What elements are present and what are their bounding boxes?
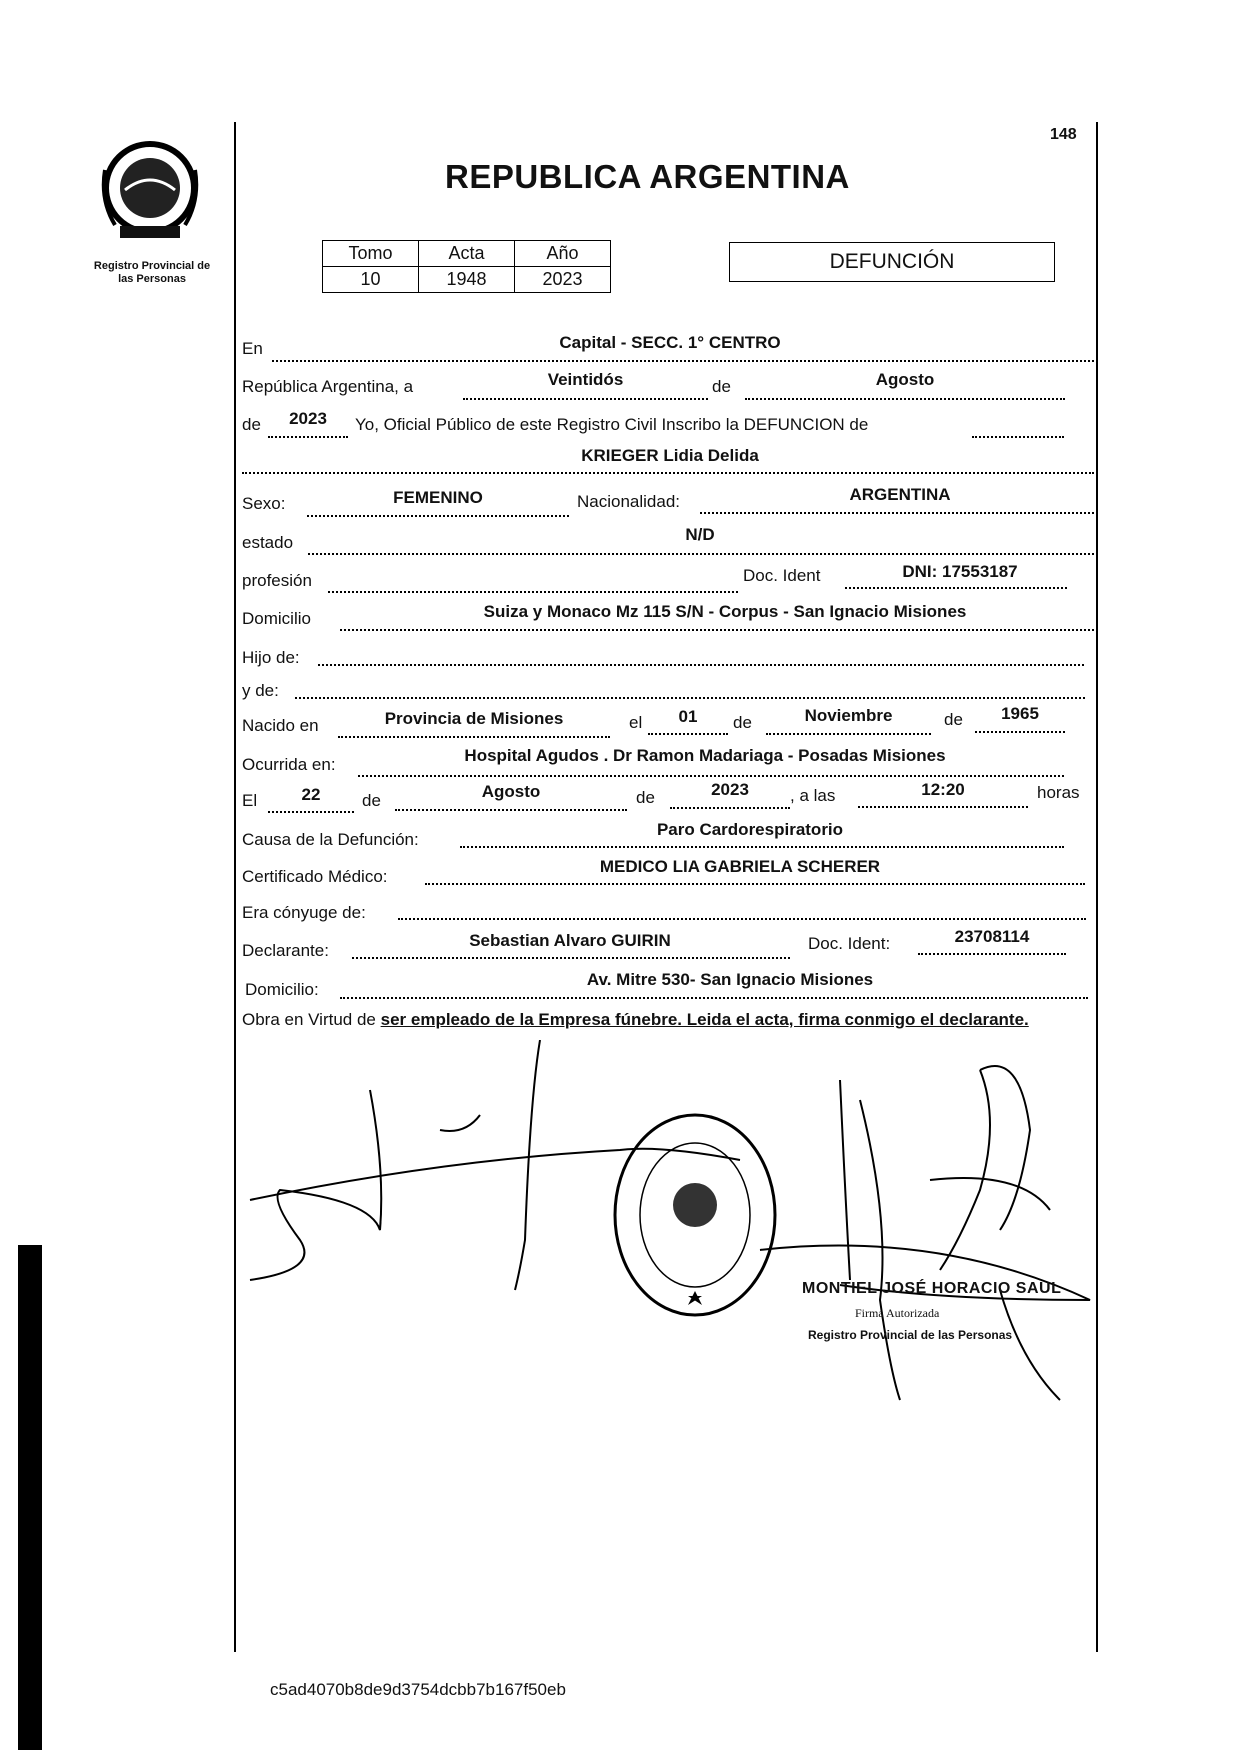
sexo-value: FEMENINO	[393, 488, 483, 507]
certificado-label: Certificado Médico:	[242, 867, 388, 886]
def-mes-line	[395, 809, 627, 811]
registry-stamp	[610, 1110, 780, 1320]
profesion-line	[328, 591, 738, 593]
anio-value: 2023	[515, 267, 611, 293]
nacido-line	[338, 736, 610, 738]
doc-label: Doc. Ident	[743, 566, 821, 585]
sexo-label: Sexo:	[242, 494, 286, 513]
def-mes-value: Agosto	[481, 782, 541, 801]
tomo-acta-anio-table	[322, 240, 611, 293]
nac-dia-value: 01	[678, 707, 698, 726]
obra-value: ser empleado de la Empresa fúnebre. Leida el acta, firma conmigo el declarante.	[380, 1010, 1029, 1029]
estado-label: estado	[242, 533, 294, 552]
republica-label: República Argentina, a	[242, 377, 414, 396]
declarante-value: Sebastian Alvaro GUIRIN	[469, 931, 671, 950]
ocurrida-label: Ocurrida en:	[242, 755, 336, 774]
mes-line	[745, 398, 1065, 400]
certificado-value: MEDICO LIA GABRIELA SCHERER	[599, 857, 881, 876]
domicilio-value: Suiza y Monaco Mz 115 S/N - Corpus - San Ignacio Misiones	[483, 602, 967, 621]
de-label: de	[712, 377, 731, 396]
acta-value: 1948	[419, 267, 515, 293]
alas-label: , a las	[790, 786, 836, 805]
yo-text: Yo, Oficial Público de este Registro Civil Inscribo la DEFUNCION de	[355, 415, 869, 434]
nombre-line	[242, 472, 1094, 474]
domicilio2-label: Domicilio:	[245, 980, 319, 999]
dia-line	[463, 398, 708, 400]
en-value: Capital - SECC. 1° CENTRO	[559, 333, 781, 352]
de2-label: de	[242, 415, 261, 434]
document-hash: c5ad4070b8de9d3754dcbb7b167f50eb	[270, 1680, 566, 1699]
el2-label: El	[242, 791, 258, 810]
el-label: el	[629, 713, 643, 732]
estado-value: N/D	[685, 525, 715, 544]
conyuge-line	[398, 918, 1086, 920]
registry-caption: Registro Provincial de las Personas	[93, 260, 211, 285]
nacionalidad-value: ARGENTINA	[849, 485, 951, 504]
doc-value: DNI: 17553187	[902, 562, 1018, 581]
nacido-value: Provincia de Misiones	[384, 709, 564, 728]
scan-edge-bar	[18, 1245, 42, 1750]
domicilio-line	[340, 629, 1094, 631]
domicilio-label: Domicilio	[242, 609, 311, 628]
yo-line	[972, 436, 1064, 438]
domicilio2-value: Av. Mitre 530- San Ignacio Misiones	[586, 970, 874, 989]
nacido-label: Nacido en	[242, 716, 319, 735]
nac-dia-line	[648, 733, 728, 735]
left-frame-line	[234, 122, 236, 1652]
obra-paragraph	[242, 1006, 1097, 1034]
def-dia-line	[268, 811, 354, 813]
hijo-label: Hijo de:	[242, 648, 300, 667]
def-dia-value: 22	[301, 785, 321, 804]
ocurrida-value: Hospital Agudos . Dr Ramon Madariaga - Posadas Misiones	[464, 746, 946, 765]
de4-label: de	[944, 710, 963, 729]
hora-line	[858, 806, 1028, 808]
en-label: En	[242, 339, 263, 358]
yde-line	[295, 697, 1085, 699]
declarante-line	[352, 957, 790, 959]
de3-label: de	[733, 713, 752, 732]
conyuge-label: Era cónyuge de:	[242, 903, 366, 922]
nac-mes-line	[766, 733, 931, 735]
doc2-value: 23708114	[954, 927, 1030, 946]
sexo-line	[307, 515, 569, 517]
signatory-name: MONTIEL JOSÉ HORACIO SAUL	[802, 1280, 1062, 1297]
en-line	[272, 360, 1094, 362]
doc-line	[845, 587, 1067, 589]
nac-mes-value: Noviembre	[804, 706, 893, 725]
causa-value: Paro Cardorespiratorio	[656, 820, 844, 839]
estado-line	[308, 553, 1094, 555]
ocurrida-line	[358, 775, 1064, 777]
hijo-line	[318, 664, 1084, 666]
nacionalidad-label: Nacionalidad:	[577, 492, 681, 511]
tomo-value: 10	[323, 267, 419, 293]
nac-anio-line	[975, 731, 1065, 733]
hora-value: 12:20	[921, 780, 965, 799]
causa-label: Causa de la Defunción:	[242, 830, 419, 849]
nacionalidad-line	[700, 512, 1094, 514]
causa-line	[460, 846, 1064, 848]
doc2-label: Doc. Ident:	[808, 934, 891, 953]
profesion-label: profesión	[242, 571, 312, 590]
doc2-line	[918, 953, 1066, 955]
anio-value: 2023	[289, 409, 327, 428]
obra-label: Obra en Virtud de	[242, 1010, 376, 1029]
anio-label: Año	[515, 241, 611, 267]
de5-label: de	[362, 791, 381, 810]
document-title: REPUBLICA ARGENTINA	[445, 158, 850, 195]
nac-anio-value: 1965	[1001, 704, 1039, 723]
signatory-role: Firma Autorizada	[855, 1306, 940, 1320]
dia-value: Veintidós	[547, 370, 624, 389]
page-number: 148	[1050, 126, 1077, 143]
anio-line	[268, 436, 348, 438]
record-type-box: DEFUNCIÓN	[729, 242, 1055, 282]
def-anio-line	[670, 807, 790, 809]
yde-label: y de:	[242, 681, 279, 700]
domicilio2-line	[340, 997, 1088, 999]
province-seal-logo	[95, 130, 205, 250]
de6-label: de	[636, 788, 655, 807]
tomo-label: Tomo	[323, 241, 419, 267]
mes-value: Agosto	[875, 370, 935, 389]
acta-label: Acta	[419, 241, 515, 267]
signatory-office: Registro Provincial de las Personas	[808, 1328, 1013, 1342]
def-anio-value: 2023	[711, 780, 749, 799]
horas-label: horas	[1037, 783, 1080, 802]
certificado-line	[425, 883, 1085, 885]
nombre-value: KRIEGER Lidia Delida	[581, 446, 759, 465]
declarante-label: Declarante:	[242, 941, 329, 960]
